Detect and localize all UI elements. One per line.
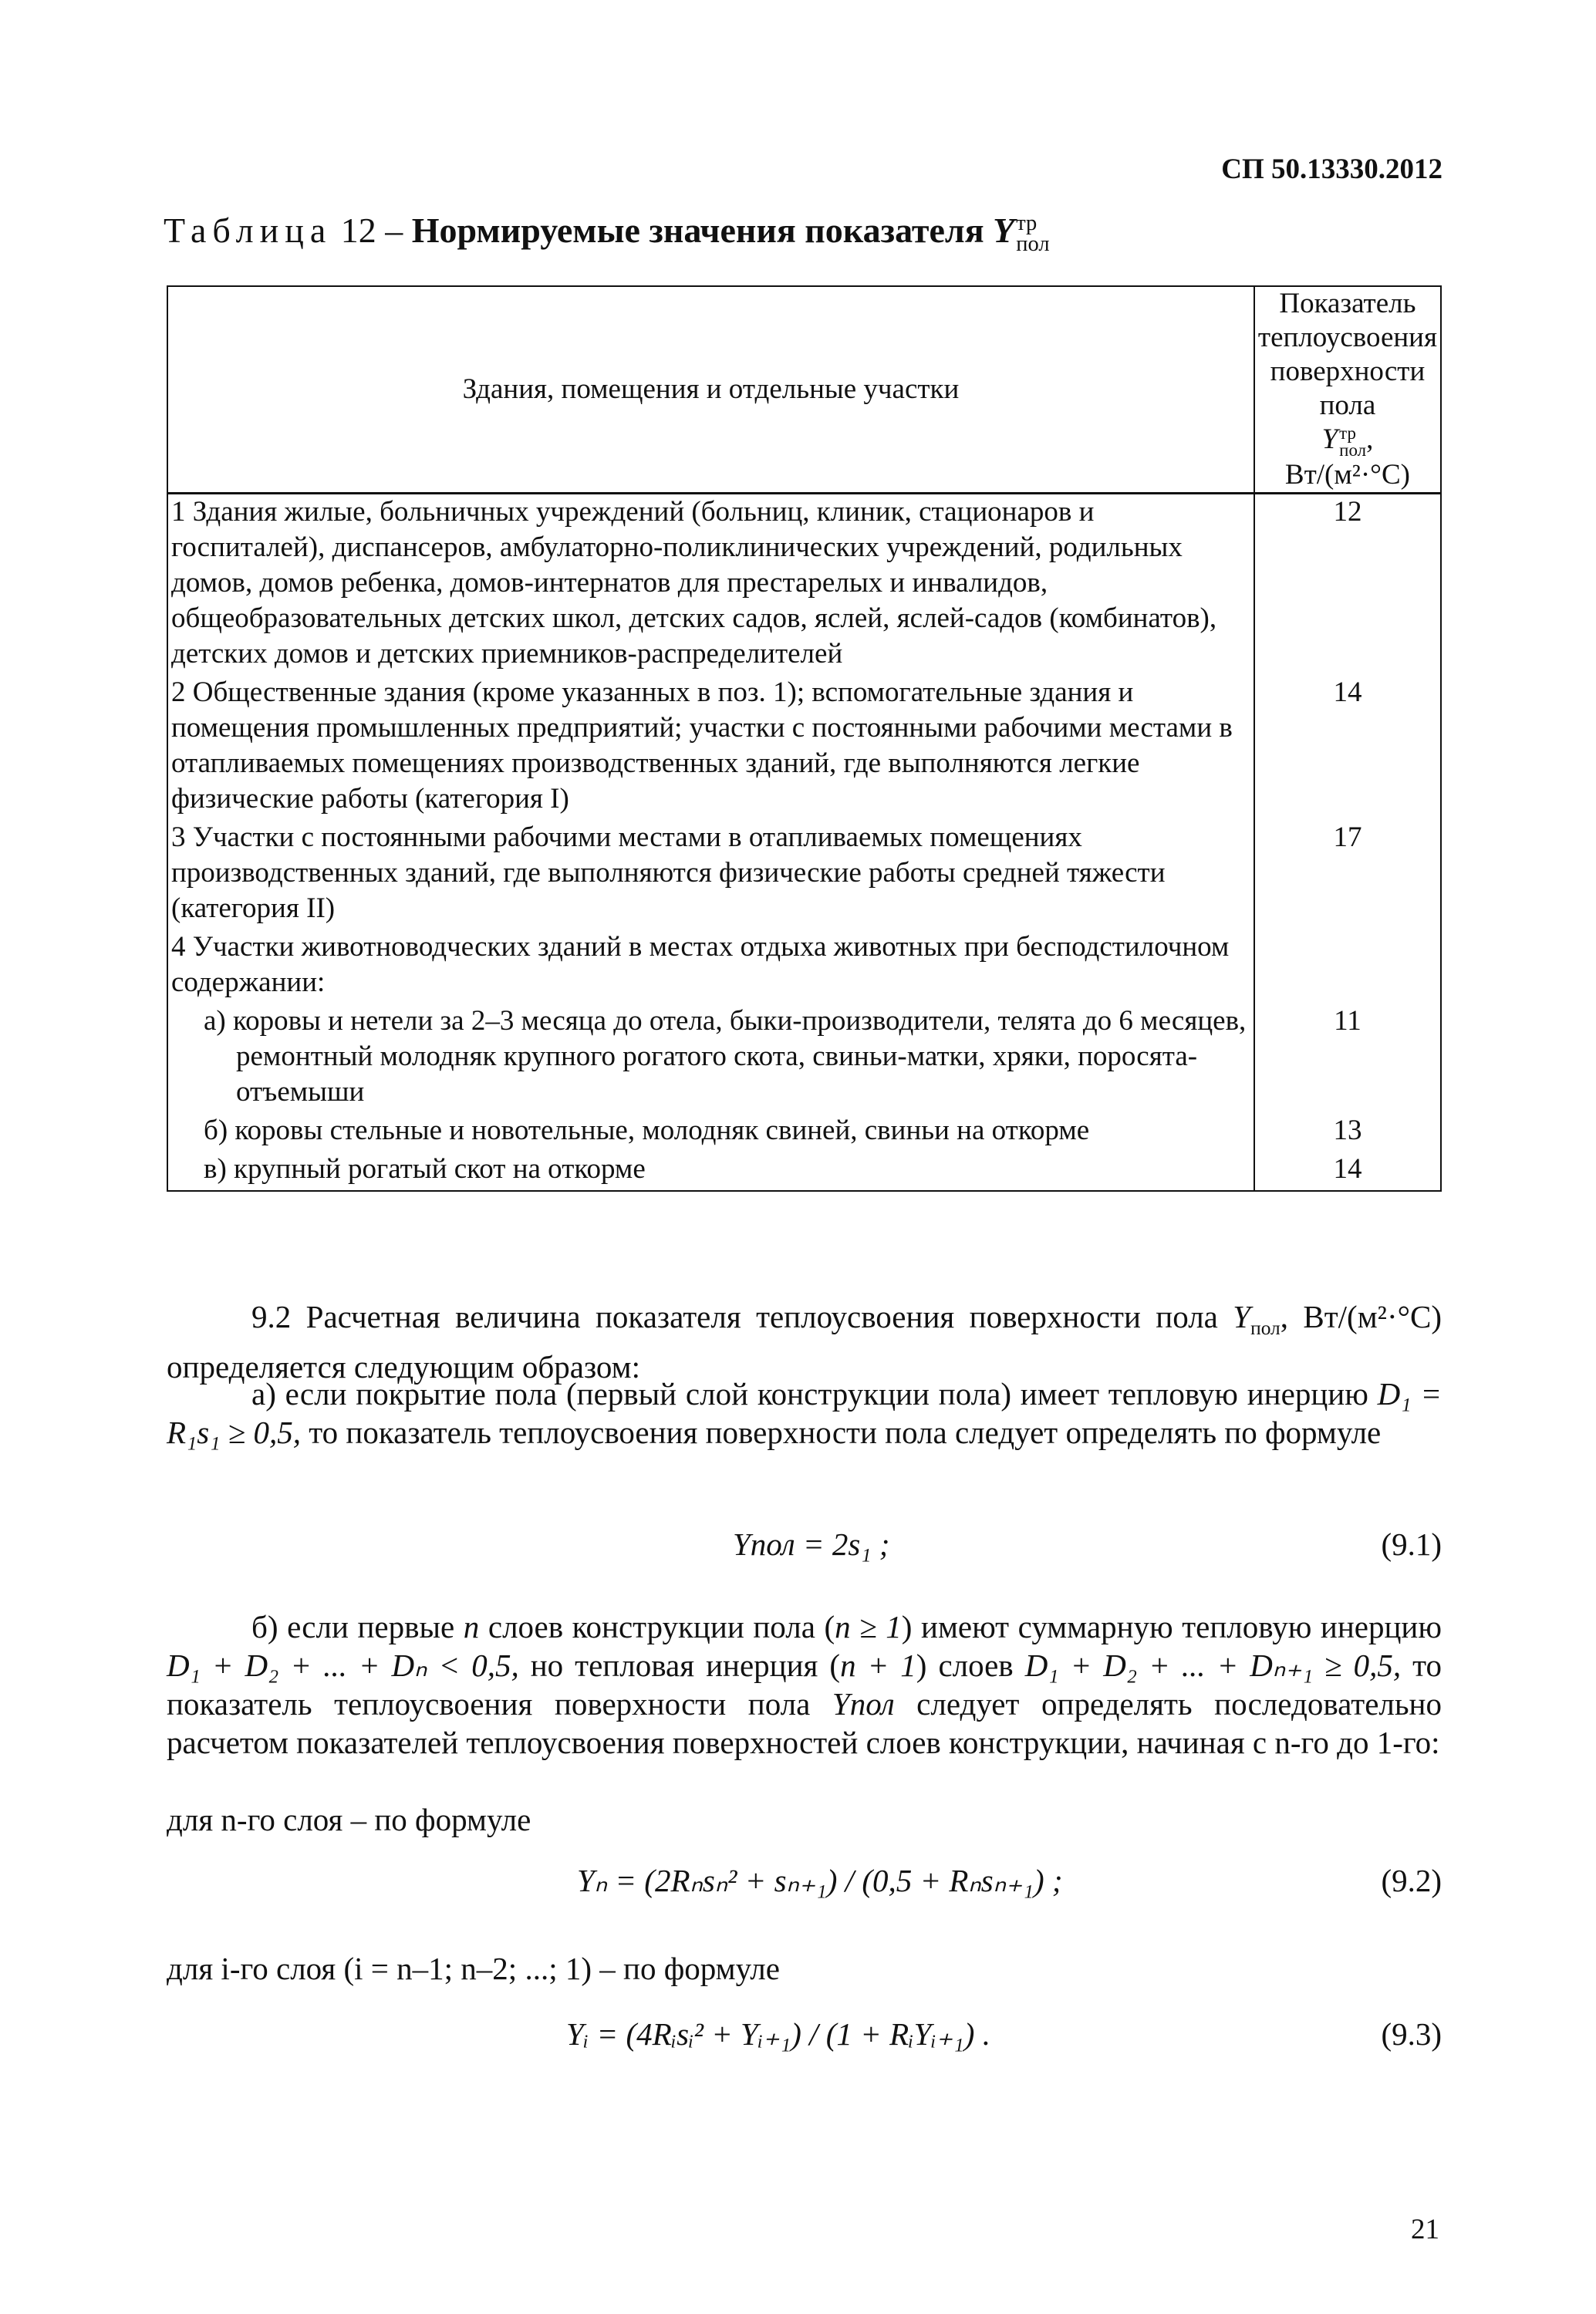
- paragraph-case-a: а) если покрытие пола (первый слой конструкции пола) имеет тепловую инерцию D₁ = R₁s₁ ≥ 0,5, то показатель теплоусвоения поверхности пола следует определять по формуле: [167, 1376, 1442, 1450]
- row-text: 4 Участки животноводческих зданий в местах отдыха животных при бесподстилочном содержании:: [167, 929, 1254, 1004]
- col-header-buildings: Здания, помещения и отдельные участки: [167, 286, 1254, 494]
- formula-9-1-number: (9.1): [1381, 1526, 1442, 1562]
- formula-9-2-number: (9.2): [1381, 1863, 1442, 1898]
- document-code: СП 50.13330.2012: [1221, 153, 1442, 185]
- row-text: 1 Здания жилые, больничных учреждений (больниц, клиник, стационаров и госпиталей), диспансеров, амбулаторно-поликлинических учреждений, родильных домов, домов ребенка, домов-интернатов для престарелых и инвалидов, общеобразовательных детских школ, детских садов, яслей, яслей-садов (комбинатов), детских домов и детских приемников-распределителей: [167, 494, 1254, 676]
- formula-9-3: Yᵢ = (4Rᵢsᵢ² + Yᵢ₊₁) / (1 + RᵢYᵢ₊₁) .: [566, 2016, 990, 2052]
- row-text: а) коровы и нетели за 2–3 месяца до отела, быки-производители, телята до 6 месяцев, ремонтный молодняк крупного рогатого скота, свиньи-матки, хряки, поросята-отъемыши: [167, 1004, 1254, 1113]
- row-value: 14: [1254, 675, 1441, 820]
- norm-table: [167, 285, 1442, 1192]
- table-caption: [164, 210, 1050, 255]
- row-text: 2 Общественные здания (кроме указанных в поз. 1); вспомогательные здания и помещения промышленных предприятий; участки с постоянными рабочими местами в отапливаемых помещениях производственных зданий, где выполняются легкие физические работы (категория I): [167, 675, 1254, 820]
- table-row: [167, 1004, 1441, 1113]
- col-header-index: Показатель теплоусвоения поверхности пола Y тр пол , Вт/(м²·°С): [1254, 286, 1441, 494]
- table-caption-symbol: Y: [993, 211, 1015, 250]
- table-caption-dash: –: [385, 211, 403, 250]
- row-value: [1254, 929, 1441, 1004]
- paragraph-ith-layer: для i-го слоя (i = n–1; n–2; ...; 1) – по формуле: [167, 1951, 780, 1986]
- table-caption-text: Нормируемые значения показателя: [411, 211, 984, 250]
- formula-9-3-number: (9.3): [1381, 2016, 1442, 2052]
- paragraph-nth-layer: для n-го слоя – по формуле: [167, 1802, 531, 1837]
- row-text: 3 Участки с постоянными рабочими местами в отапливаемых помещениях производственных зданий, где выполняются физические работы средней тяжести (категория II): [167, 820, 1254, 929]
- formula-9-2: Yₙ = (2Rₙsₙ² + sₙ₊₁) / (0,5 + Rₙsₙ₊₁) ;: [577, 1863, 1063, 1898]
- formula-9-1: Yпол = 2s₁ ;: [733, 1526, 890, 1562]
- row-value: 12: [1254, 494, 1441, 676]
- paragraph-9-2: 9.2 Расчетная величина показателя теплоусвоения поверхности пола $Y_{пол}$, Вт/(м²·°С) определяется следующим образом:: [167, 1299, 1442, 1385]
- table-row: [167, 1113, 1441, 1152]
- table-caption-number: 12: [340, 211, 376, 250]
- row-text: в) крупный рогатый скот на откорме: [167, 1152, 1254, 1191]
- table-row: [167, 675, 1441, 820]
- paragraph-case-b: б) если первые n слоев конструкции пола (n ≥ 1) имеют суммарную тепловую инерцию D₁ + D₂ + ... + Dₙ < 0,5, но тепловая инерция (n + 1) слоев D₁ + D₂ + ... + Dₙ₊₁ ≥ 0,5, то показатель теплоусвоения поверхности пола Yпол следует определять последовательно расчетом показателей теплоусвоения поверхностей слоев конструкции, начиная с n-го до 1-го:: [167, 1609, 1442, 1760]
- table-caption-prefix: Таблица: [164, 211, 332, 250]
- table-caption-indices: тр пол: [1016, 211, 1050, 257]
- row-value: 13: [1254, 1113, 1441, 1152]
- table-row: [167, 494, 1441, 676]
- table-row: [167, 820, 1441, 929]
- table-row: [167, 929, 1441, 1004]
- row-text: б) коровы стельные и новотельные, молодняк свиней, свиньи на откорме: [167, 1113, 1254, 1152]
- table-row: [167, 1152, 1441, 1191]
- row-value: 17: [1254, 820, 1441, 929]
- table-header-row: [167, 286, 1441, 494]
- row-value: 14: [1254, 1152, 1441, 1191]
- row-value: 11: [1254, 1004, 1441, 1113]
- page-number: 21: [1411, 2214, 1439, 2245]
